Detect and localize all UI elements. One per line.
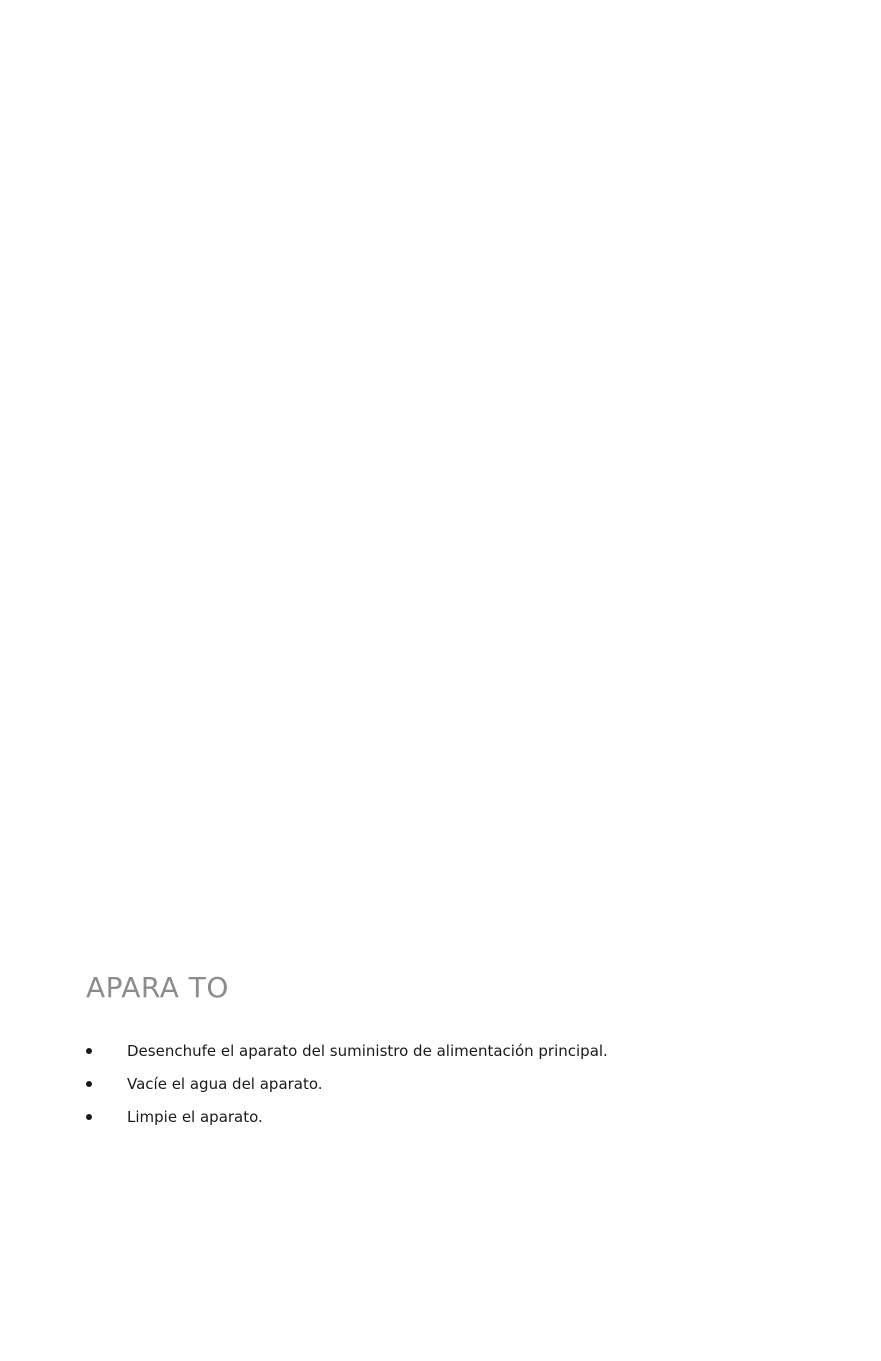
list-item [86, 1034, 806, 1067]
bullet-icon [86, 1048, 92, 1054]
list-item-text: Desenchufe el aparato del suministro de alimentación principal. [127, 1041, 608, 1060]
section-heading: APARA TO [86, 971, 229, 1004]
list-item-text: Limpie el aparato. [127, 1107, 263, 1126]
list-item-text: Vacíe el agua del aparato. [127, 1074, 323, 1093]
list-item [86, 1100, 806, 1133]
list-item [86, 1067, 806, 1100]
bullet-icon [86, 1114, 92, 1120]
bullet-icon [86, 1081, 92, 1087]
storage-section [86, 970, 806, 1133]
instruction-list [86, 1034, 806, 1133]
